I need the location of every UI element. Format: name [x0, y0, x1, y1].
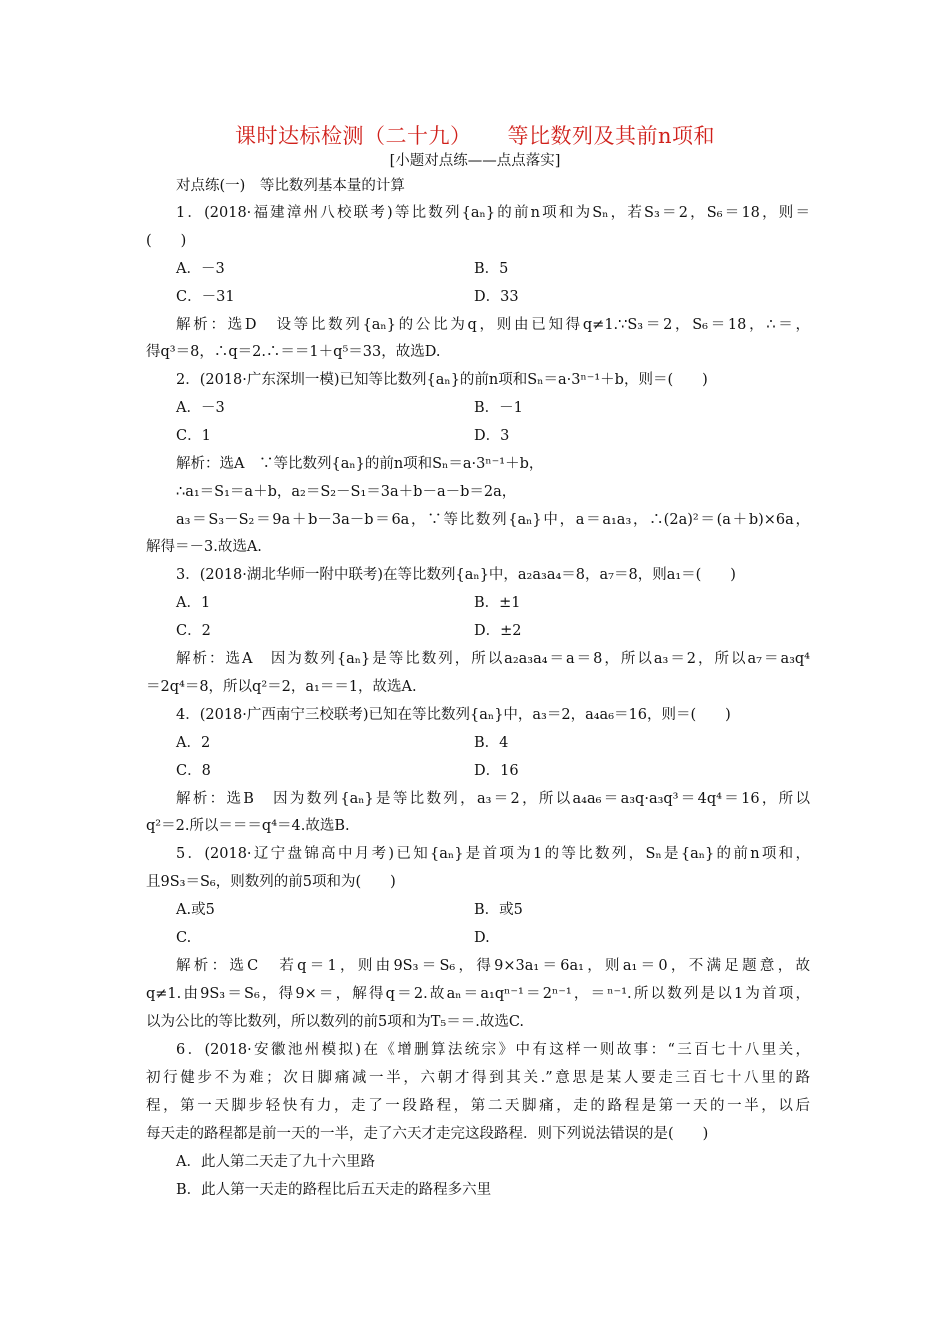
- q3-option-c: C．2: [176, 623, 211, 639]
- q1-option-a: A．－3: [176, 261, 225, 277]
- q6-stem-line2: 初行健步不为难；次日脚痛减一半，六朝才得到其关.”意思是某人要走三百七十八里的路: [146, 1070, 810, 1086]
- q6-stem-line1: 6．(2018·安徽池州模拟)在《增删算法统宗》中有这样一则故事：“三百七十八里关，: [176, 1042, 810, 1058]
- q1-stem-line2: ( ): [146, 233, 187, 249]
- page-title: [0, 120, 950, 150]
- q5-option-b: B．或5: [474, 902, 523, 918]
- q2-solution-line1: 解析：选A ∵等比数列{aₙ}的前n项和Sₙ＝a·3ⁿ⁻¹＋b，: [176, 456, 544, 472]
- q6-option-b: B．此人第一天走的路程比后五天走的路程多六里: [176, 1182, 492, 1198]
- q6-stem-line4: 每天走的路程都是前一天的一半，走了六天才走完这段路程．则下列说法错误的是( ): [146, 1126, 709, 1142]
- q2-solution-line3: a₃＝S₃－S₂＝9a＋b－3a－b＝6a，∵等比数列{aₙ}中，a＝a₁a₃，∴(2a)²＝(a＋b)×6a，: [176, 512, 810, 528]
- q2-option-b: B．－1: [474, 400, 523, 416]
- q6-stem-line3: 程，第一天脚步轻快有力，走了一段路程，第二天脚痛，走的路程是第一天的一半，以后: [146, 1098, 810, 1114]
- q3-solution-line1: 解析：选A 因为数列{aₙ}是等比数列，所以a₂a₃a₄＝a＝8，所以a₃＝2，所以a₇＝a₃q⁴: [176, 651, 810, 667]
- q4-stem-line1: 4．(2018·广西南宁三校联考)已知在等比数列{aₙ}中，a₃＝2，a₄a₆＝16，则＝( ): [176, 707, 731, 723]
- q5-option-d: D.: [474, 930, 490, 946]
- q3-option-b: B．±1: [474, 595, 521, 611]
- q4-option-a: A．2: [176, 735, 211, 751]
- q2-option-a: A．－3: [176, 400, 225, 416]
- q5-stem-line2: 且9S₃＝S₆，则数列的前5项和为( ): [146, 874, 396, 890]
- title-main: 课时达标检测（二十九）: [234, 124, 472, 148]
- q4-option-d: D．16: [474, 763, 519, 779]
- q2-stem-line1: 2．(2018·广东深圳一模)已知等比数列{aₙ}的前n项和Sₙ＝a·3ⁿ⁻¹＋b，则＝( ): [176, 372, 708, 388]
- q3-option-d: D．±2: [474, 623, 522, 639]
- q1-option-b: B．5: [474, 261, 509, 277]
- title-sub: 等比数列及其前n项和: [507, 124, 716, 148]
- section-heading: 对点练(一) 等比数列基本量的计算: [176, 178, 405, 194]
- q4-option-b: B．4: [474, 735, 509, 751]
- q2-solution-line2: ∴a₁＝S₁＝a＋b，a₂＝S₂－S₁＝3a＋b－a－b＝2a，: [176, 484, 517, 500]
- q4-solution-line1: 解析：选B 因为数列{aₙ}是等比数列，a₃＝2，所以a₄a₆＝a₃q·a₃q³＝4q⁴＝16，所以: [176, 791, 810, 807]
- q5-solution-line2: q≠1.由9S₃＝S₆，得9×＝，解得q＝2.故aₙ＝a₁qⁿ⁻¹＝2ⁿ⁻¹，＝ⁿ⁻¹.所以数列是以1为首项，: [146, 986, 810, 1002]
- q4-solution-line2: q²＝2.所以＝＝＝q⁴＝4.故选B.: [146, 818, 350, 834]
- page-subtitle: [小题对点练——点点落实]: [389, 153, 561, 169]
- q2-solution-line4: 解得＝－3.故选A.: [146, 539, 262, 555]
- q5-stem-line1: 5．(2018·辽宁盘锦高中月考)已知{aₙ}是首项为1的等比数列，Sₙ是{aₙ}的前n项和，: [176, 846, 810, 862]
- q5-option-c: C.: [176, 930, 192, 946]
- q1-solution-line2: 得q³＝8，∴q＝2.∴＝＝1＋q⁵＝33，故选D.: [146, 344, 441, 360]
- q5-solution-line3: 以为公比的等比数列，所以数列的前5项和为T₅＝＝.故选C.: [146, 1014, 525, 1030]
- q1-solution-line1: 解析：选D 设等比数列{aₙ}的公比为q，则由已知得q≠1.∵S₃＝2，S₆＝18，∴＝，: [176, 317, 810, 333]
- q3-solution-line2: ＝2q⁴＝8，所以q²＝2，a₁＝＝1，故选A.: [146, 679, 417, 695]
- q3-stem-line1: 3．(2018·湖北华师一附中联考)在等比数列{aₙ}中，a₂a₃a₄＝8，a₇＝8，则a₁＝( ): [176, 567, 736, 583]
- q6-option-a: A．此人第二天走了九十六里路: [176, 1154, 375, 1170]
- q3-option-a: A．1: [176, 595, 211, 611]
- q1-option-c: C．－31: [176, 289, 235, 305]
- q1-stem-line1: 1．(2018·福建漳州八校联考)等比数列{aₙ}的前n项和为Sₙ，若S₃＝2，S₆＝18，则＝: [176, 205, 810, 221]
- q2-option-d: D．3: [474, 428, 510, 444]
- q1-option-d: D．33: [474, 289, 519, 305]
- q4-option-c: C．8: [176, 763, 211, 779]
- q5-option-a: A.或5: [176, 902, 215, 918]
- q5-solution-line1: 解析：选C 若q＝1，则由9S₃＝S₆，得9×3a₁＝6a₁，则a₁＝0，不满足题意，故: [176, 958, 810, 974]
- q2-option-c: C．1: [176, 428, 211, 444]
